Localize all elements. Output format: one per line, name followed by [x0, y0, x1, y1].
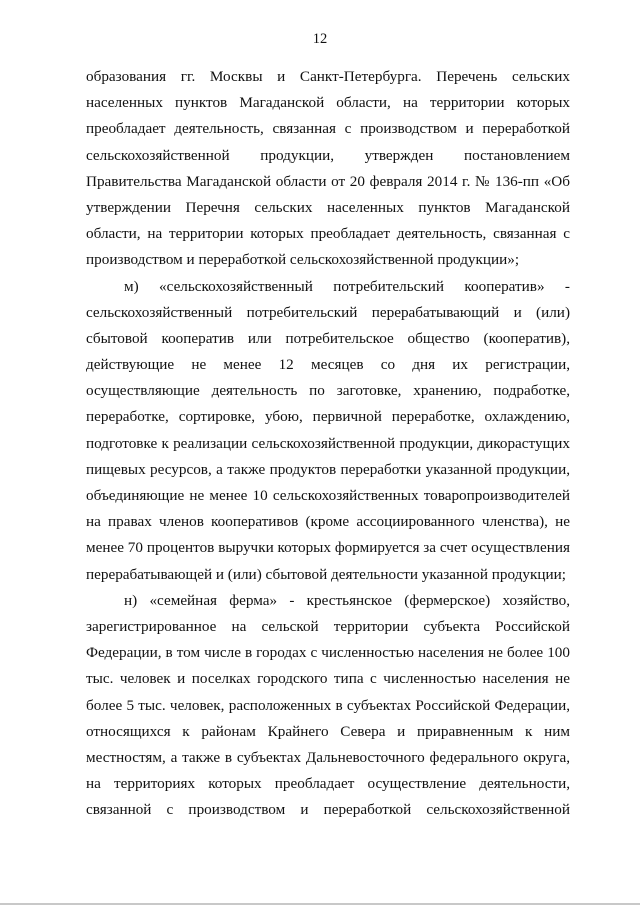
- text-line: преобладает деятельность, связанная с производством и переработкой: [86, 120, 570, 138]
- text-line: населенных пунктов Магаданской области, на территории которых: [86, 94, 570, 112]
- text-line: осуществляющие деятельность по заготовке, хранению, подработке,: [86, 382, 570, 400]
- text-line: связанной с производством и переработкой сельскохозяйственной: [86, 801, 570, 819]
- body-text: [86, 64, 570, 823]
- text-line: сбытовой кооператив или потребительское общество (кооператив),: [86, 329, 570, 347]
- text-line: образования гг. Москвы и Санкт-Петербурга. Перечень сельских: [86, 68, 570, 85]
- text-line: более 5 тыс. человек, расположенных в субъектах Российской Федерации,: [86, 696, 570, 714]
- text-line: местностям, а также в субъектах Дальневосточного федерального округа,: [86, 748, 570, 766]
- text-line: утверждении Перечня сельских населенных пунктов Магаданской: [86, 198, 570, 216]
- text-line: на правах членов кооперативов (кроме ассоциированного членства), не: [86, 513, 570, 531]
- text-line: сельскохозяйственной продукции, утвержден постановлением: [86, 146, 570, 164]
- text-line: менее 70 процентов выручки которых формируется за счет осуществления: [86, 539, 570, 557]
- text-line: области, на территории которых преобладает деятельность, связанная с: [86, 225, 570, 243]
- text-line: переработке, сортировке, убою, первичной переработке, охлаждению,: [86, 408, 570, 426]
- text-line: относящихся к районам Крайнего Севера и приравненным к ним: [86, 722, 570, 740]
- text-line: Правительства Магаданской области от 20 февраля 2014 г. № 136-пп «Об: [86, 172, 570, 190]
- page-number: 12: [312, 31, 328, 47]
- text-line: тыс. человек и поселках городского типа с численностью населения не: [86, 670, 570, 688]
- text-line: подготовке к реализации сельскохозяйственной продукции, дикорастущих: [86, 434, 570, 452]
- text-line: сельскохозяйственный потребительский перерабатывающий и (или): [86, 303, 570, 321]
- text-line: на территориях которых преобладает осуществление деятельности,: [86, 775, 570, 793]
- text-line: перерабатывающей и (или) сбытовой деятельности указанной продукции;: [86, 565, 566, 583]
- text-line: пищевых ресурсов, а также продуктов переработки указанной продукции,: [86, 460, 570, 478]
- paragraph-n-first-line: н) «семейная ферма» - крестьянское (фермерское) хозяйство,: [124, 591, 570, 609]
- paragraph-m-first-line: м) «сельскохозяйственный потребительский кооператив» -: [124, 277, 570, 295]
- text-line: действующие не менее 12 месяцев со дня их регистрации,: [86, 356, 570, 374]
- text-line: объединяющие не менее 10 сельскохозяйственных товаропроизводителей: [86, 487, 570, 504]
- text-line: производством и переработкой сельскохозяйственной продукции»;: [86, 251, 520, 269]
- text-line: Федерации, в том числе в городах с численностью населения не более 100: [86, 644, 570, 662]
- text-line: зарегистрированное на сельской территории субъекта Российской: [86, 617, 570, 635]
